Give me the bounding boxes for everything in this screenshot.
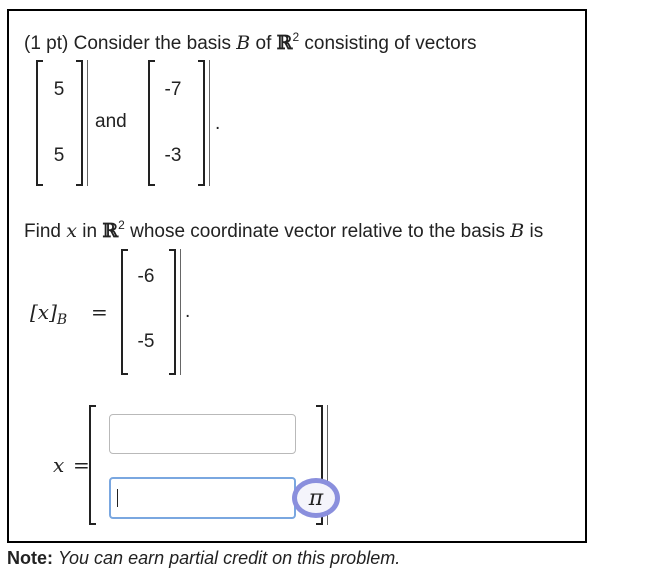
coord-entry-2: -5 xyxy=(137,331,155,352)
coord-entry-1: -6 xyxy=(137,266,155,287)
answer-input-1[interactable] xyxy=(109,414,296,454)
note xyxy=(7,548,400,569)
basis-symbol: B xyxy=(510,220,525,242)
right-bracket xyxy=(198,60,205,186)
find-sentence xyxy=(24,220,543,243)
of-word: of xyxy=(250,33,277,54)
space-symbol: ℝ xyxy=(276,32,293,54)
answer-input-2[interactable] xyxy=(109,477,296,519)
period: . xyxy=(185,301,191,322)
space-exponent: 2 xyxy=(118,218,125,232)
space-exponent: 2 xyxy=(292,30,300,44)
coord-label-text: [x] xyxy=(30,300,57,324)
vector1-entry-2: 5 xyxy=(53,145,65,166)
x-symbol: x xyxy=(66,220,77,242)
note-label: Note: xyxy=(7,548,53,568)
equals-sign: = xyxy=(73,453,90,477)
coord-subscript: B xyxy=(56,312,68,328)
right-bracket xyxy=(76,60,83,186)
find-suffix: whose coordinate vector relative to the basis xyxy=(124,221,511,242)
intro-prefix: (1 pt) Consider the basis xyxy=(24,33,237,54)
left-bracket xyxy=(121,249,128,375)
problem-box xyxy=(7,9,587,543)
right-bracket xyxy=(169,249,176,375)
note-text: You can earn partial credit on this problem. xyxy=(58,548,401,568)
divider xyxy=(87,60,88,186)
pi-icon: π xyxy=(308,485,324,511)
divider xyxy=(180,249,181,375)
vector1-entry-1: 5 xyxy=(53,79,65,100)
left-bracket xyxy=(89,405,96,525)
period: . xyxy=(215,113,221,134)
basis-symbol: B xyxy=(236,32,251,54)
vector2-entry-1: -7 xyxy=(164,79,182,100)
find-is: is xyxy=(524,221,544,242)
vector2-entry-2: -3 xyxy=(164,145,182,166)
left-bracket xyxy=(148,60,155,186)
find-in: in xyxy=(76,221,103,242)
text-caret xyxy=(117,489,118,507)
find-prefix: Find xyxy=(24,221,67,242)
left-bracket xyxy=(36,60,43,186)
answer-label: x xyxy=(53,453,65,477)
space-symbol: ℝ xyxy=(102,220,119,242)
intro-suffix: consisting of vectors xyxy=(299,33,477,54)
divider xyxy=(209,60,210,186)
equals-sign: = xyxy=(91,300,108,324)
pi-button[interactable] xyxy=(292,478,340,518)
problem-intro xyxy=(24,32,477,55)
and-word: and xyxy=(95,111,127,132)
coord-label xyxy=(30,300,67,328)
